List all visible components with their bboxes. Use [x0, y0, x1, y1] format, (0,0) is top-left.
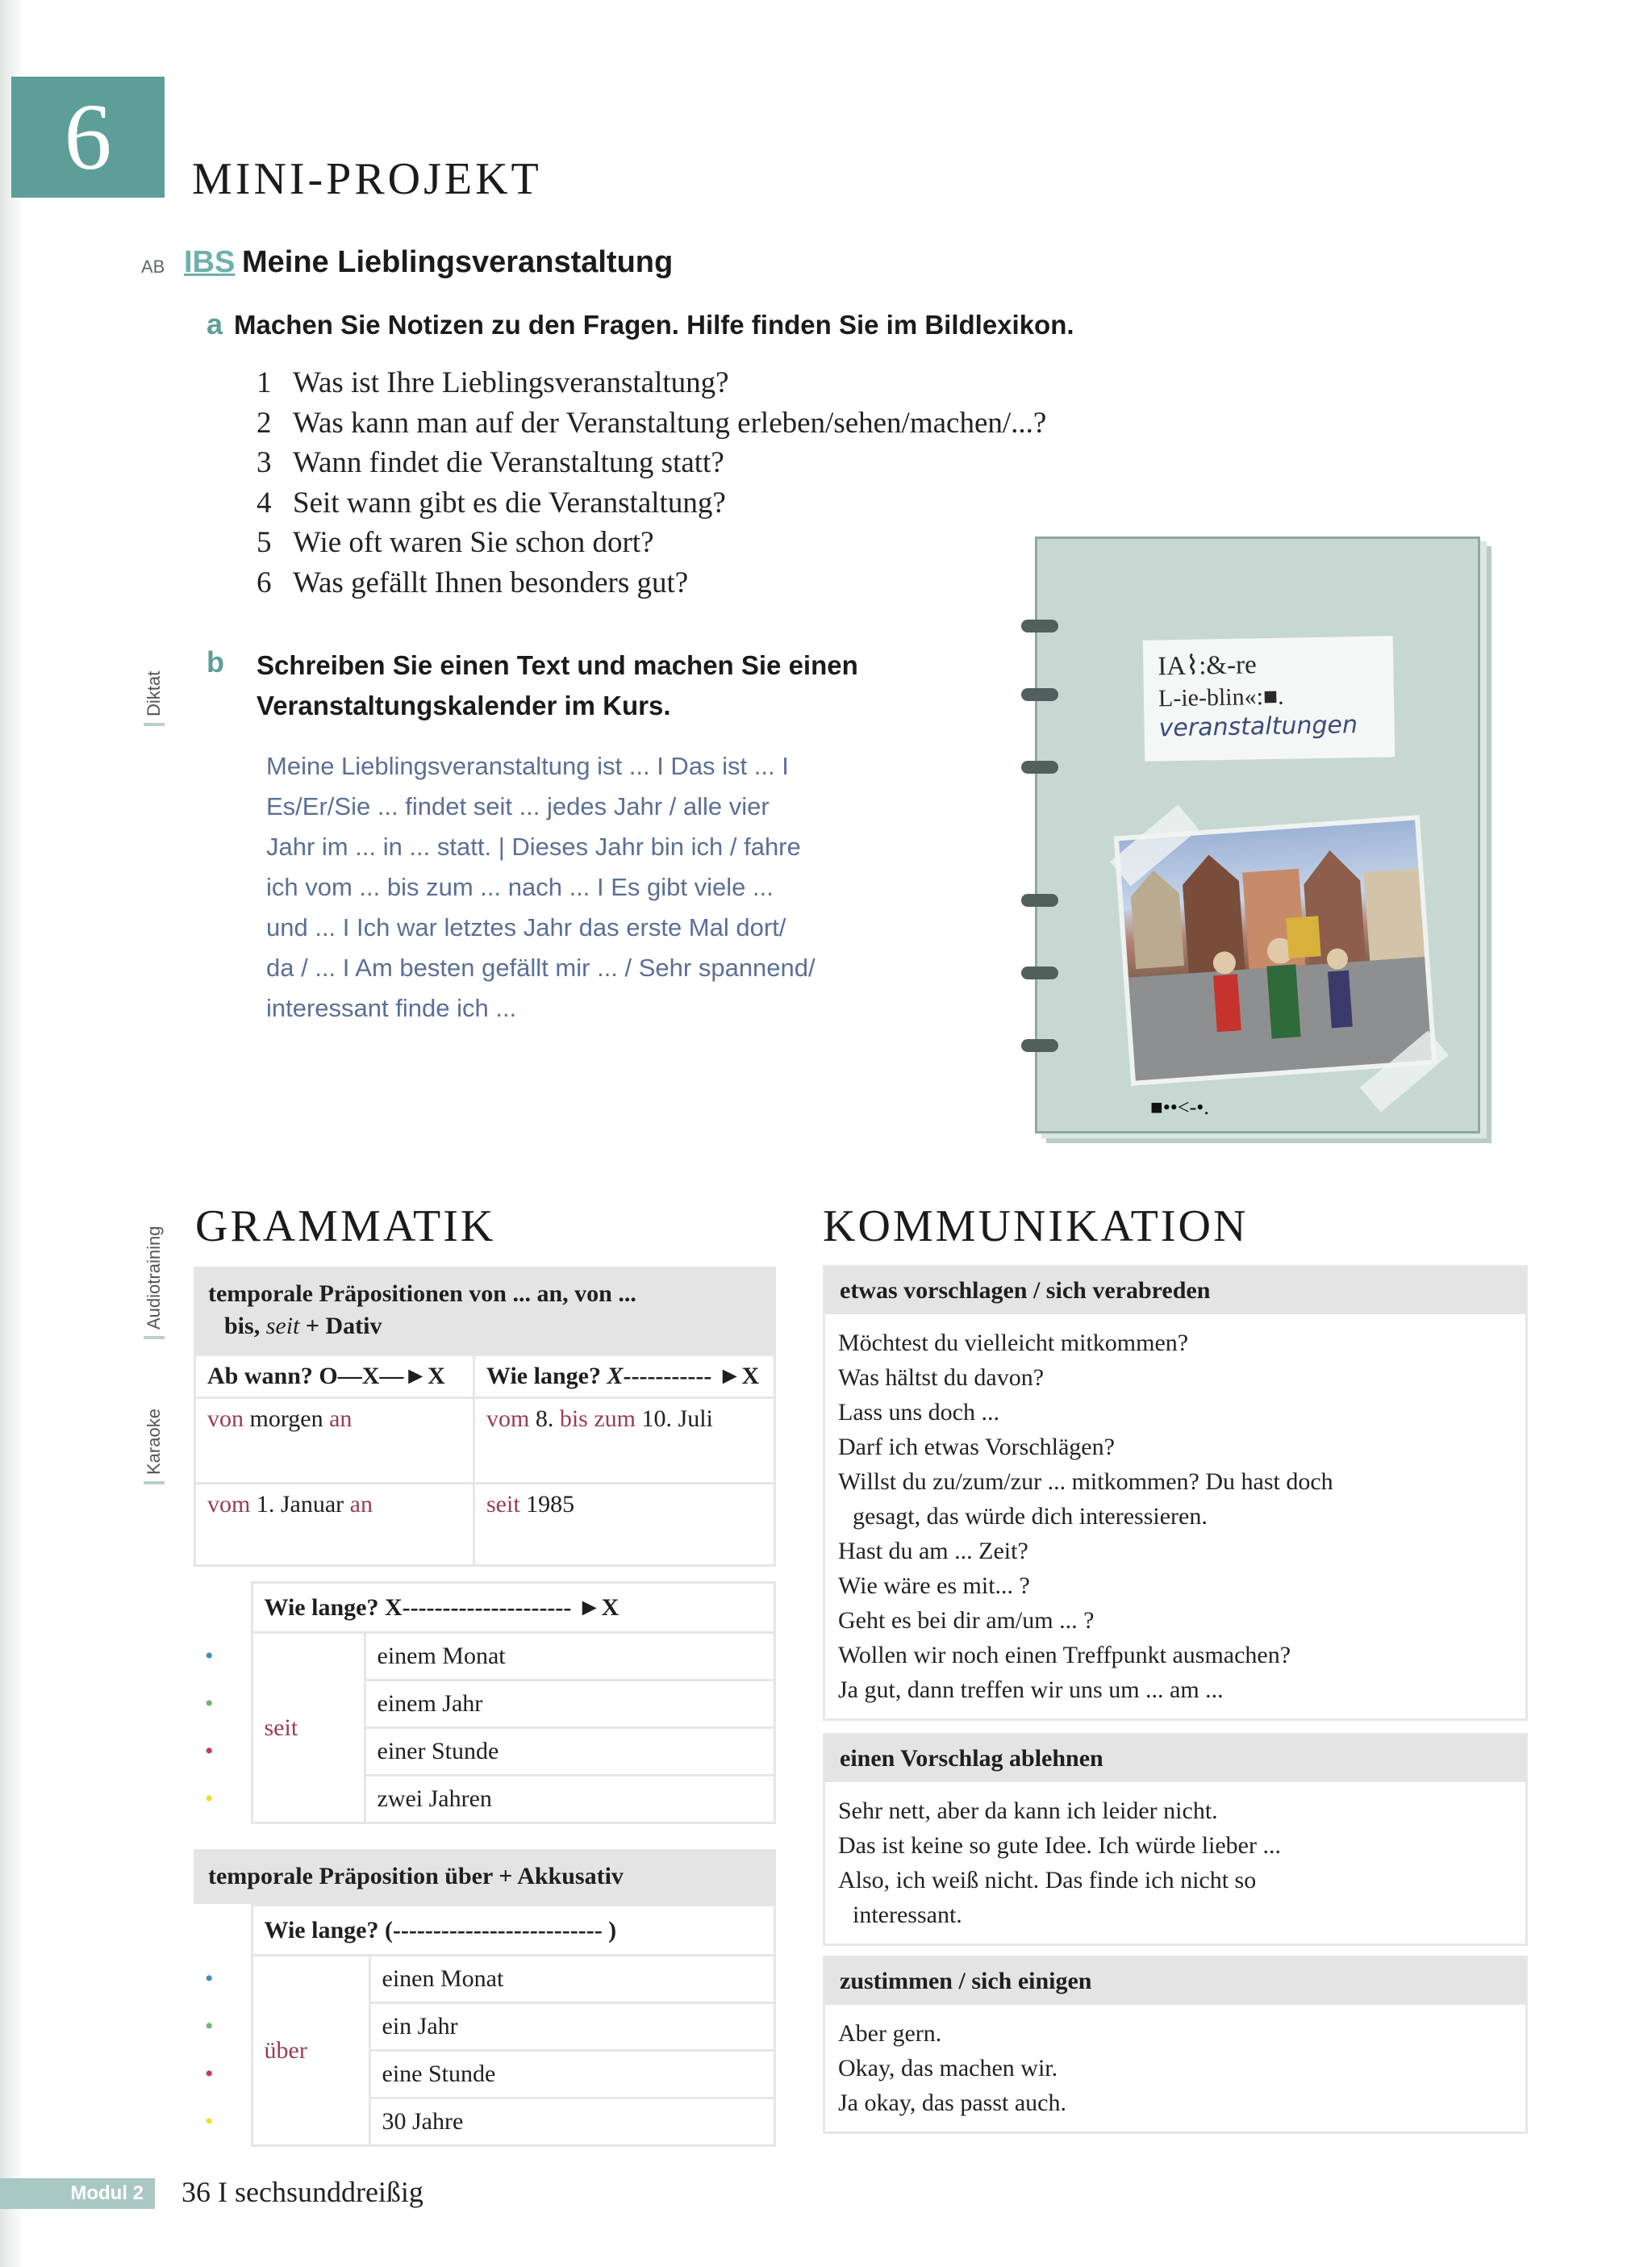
task-title: Meine Lieblingsveranstaltung [242, 245, 674, 279]
communication-box-title: einen Vorschlag ablehnen [825, 1735, 1525, 1782]
notebook-label-line: IA⌇:&-re [1157, 650, 1257, 682]
communication-box-body [825, 2005, 1525, 2131]
question-text: Seit wann gibt es die Veranstaltung? [293, 486, 726, 520]
preposition: bis zum [559, 1405, 636, 1432]
kommunikation-heading: KOMMUNIKATION [823, 1201, 1249, 1251]
notebook-label-handwriting: veranstaltungen [1158, 711, 1358, 743]
phrase-line: Okay, das machen wir. [838, 2055, 1058, 2081]
phrase-line: Ja gut, dann treffen wir uns um ... am ... [838, 1676, 1224, 1703]
phrase-line: da / ... I Am besten gefällt mir ... / Sehr spannend/ [266, 954, 816, 982]
table-cell: ein Jahr [369, 2003, 775, 2051]
phrase-line: Es/Er/Sie ... findet seit ... jedes Jahr / alle vier [266, 792, 770, 820]
ring-binder [1021, 894, 1058, 907]
grammar-box-seit [194, 1581, 776, 1824]
table-cell [194, 2098, 252, 2146]
table-row [195, 1484, 775, 1566]
title-italic: seit [265, 1313, 300, 1339]
table-cell: 30 Jahre [369, 2098, 775, 2146]
title-text: bis, [224, 1313, 266, 1339]
phrase-line: Also, ich weiß nicht. Das finde ich nicht so [838, 1867, 1257, 1893]
bullet-dot: • [205, 1738, 214, 1764]
ring-binder [1021, 761, 1058, 774]
communication-box-title: zustimmen / sich einigen [825, 1958, 1525, 2005]
phrase-line: Das ist keine so gute Idee. Ich würde lieber ... [838, 1832, 1281, 1859]
ab-label: AB [141, 257, 165, 277]
task-b-instruction [257, 645, 858, 726]
cell-text: 10. Juli [636, 1405, 713, 1432]
preposition: an [349, 1491, 373, 1518]
table-row [195, 1355, 775, 1398]
question-number: 6 [257, 566, 272, 599]
communication-box-zustimmen [823, 1956, 1528, 2134]
question-number: 2 [257, 406, 272, 440]
preposition: vom [486, 1405, 530, 1432]
table-cell [474, 1398, 775, 1484]
communication-box-title: etwas vorschlagen / sich verabreden [825, 1267, 1525, 1314]
bullet-dot: • [205, 2060, 214, 2087]
phrase-line: Lass uns doch ... [838, 1399, 999, 1426]
list-item [257, 443, 1046, 483]
list-item [257, 523, 1046, 563]
table-cell [194, 1633, 252, 1680]
task-b-instruction-line: Schreiben Sie einen Text und machen Sie einen [257, 650, 858, 680]
ibs-link[interactable]: IBS [184, 245, 236, 279]
table-cell [195, 1484, 474, 1566]
table-cell [474, 1484, 775, 1566]
list-item [257, 363, 1046, 403]
table-cell: einen Monat [369, 1956, 775, 2003]
table-cell: einer Stunde [365, 1728, 775, 1776]
cell-text: morgen [244, 1405, 330, 1432]
phrase-line: Jahr im ... in ... statt. | Dieses Jahr bin ich / fahre [266, 833, 801, 861]
header-text: Wie lange? [486, 1363, 607, 1389]
phrase-line: Meine Lieblingsveranstaltung ist ... I Das ist ... I [266, 752, 789, 780]
phrase-line: Aber gern. [838, 2020, 942, 2047]
question-number: 3 [257, 446, 272, 479]
notebook-label-card [1143, 636, 1395, 761]
question-list [257, 363, 1046, 603]
grammar-box-title-line: temporale Präpositionen von ... an, von ... [208, 1280, 636, 1307]
question-text: Wie oft waren Sie schon dort? [293, 526, 654, 559]
grammatik-heading: GRAMMATIK [195, 1201, 496, 1251]
table-row [195, 1398, 775, 1484]
question-text: Was gefällt Ihnen besonders gut? [293, 566, 689, 599]
page-edge [0, 0, 24, 2267]
phrase-line: interessant finde ich ... [266, 994, 517, 1022]
grammar-box-title: temporale Präposition über + Akkusativ [194, 1849, 776, 1904]
communication-box-ablehnen [823, 1733, 1528, 1946]
table-cell [194, 1776, 252, 1823]
grammar-box-ueber [194, 1849, 776, 2147]
cell-text: 1985 [519, 1491, 575, 1518]
header-text: ----------- ►X [623, 1363, 760, 1389]
table-row [194, 1633, 775, 1680]
table-cell [194, 1956, 252, 2003]
grammar-table [194, 1354, 776, 1567]
phrase-line: Wie wäre es mit... ? [838, 1572, 1030, 1599]
bullet-dot: • [205, 1643, 214, 1669]
ring-binder [1021, 620, 1058, 633]
task-b-instruction-line: Veranstaltungskalender im Kurs. [257, 691, 671, 720]
table-row [194, 1583, 775, 1633]
table-cell [194, 1906, 252, 1956]
communication-box-body [825, 1782, 1525, 1943]
phrase-line: Ja okay, das passt auch. [838, 2090, 1066, 2116]
table-row [194, 1956, 775, 2003]
phrase-line: interessant. [853, 1902, 962, 1928]
phrase-box [266, 746, 879, 1029]
table-header-cell: Ab wann? O—X—►X [195, 1355, 474, 1398]
question-number: 4 [257, 486, 272, 520]
preposition: vom [207, 1491, 251, 1518]
table-cell: einem Monat [365, 1633, 775, 1680]
header-italic: X [607, 1363, 624, 1389]
phrase-line: Sehr nett, aber da kann ich leider nicht. [838, 1797, 1218, 1824]
side-label-karaoke: Karaoke [144, 1409, 165, 1484]
table-cell [194, 2003, 252, 2051]
phrase-line: und ... I Ich war letztes Jahr das erste Mal dort/ [266, 913, 786, 941]
grammar-table [194, 1581, 776, 1824]
phrase-line: Wollen wir noch einen Treffpunkt ausmachen? [838, 1642, 1291, 1668]
table-header-cell: Wie lange? X--------------------- ►X [252, 1583, 775, 1633]
question-text: Was kann man auf der Veranstaltung erleben/sehen/machen/...? [293, 406, 1047, 440]
preposition: an [329, 1405, 353, 1432]
grammar-box-title [194, 1267, 776, 1354]
modul-tag: Modul 2 [0, 2178, 155, 2209]
phrase-line: Hast du am ... Zeit? [838, 1538, 1028, 1564]
preposition: seit [252, 1633, 365, 1823]
bullet-dot: • [205, 1785, 214, 1812]
bullet-dot: • [205, 1690, 214, 1717]
table-cell [194, 1728, 252, 1776]
communication-box-vorschlagen [823, 1265, 1528, 1721]
table-cell [194, 1680, 252, 1728]
phrase-line: Möchtest du vielleicht mitkommen? [838, 1330, 1189, 1356]
chapter-number-box: 6 [11, 77, 165, 198]
communication-box-body [825, 1314, 1525, 1718]
question-text: Was ist Ihre Lieblingsveranstaltung? [293, 366, 729, 399]
table-cell [195, 1398, 474, 1484]
table-row [194, 1906, 775, 1956]
task-a-letter: a [206, 307, 223, 340]
task-a [206, 305, 1074, 345]
preposition: über [252, 1956, 369, 2146]
table-cell: einem Jahr [365, 1680, 775, 1728]
festival-photo-drawing [1119, 820, 1433, 1082]
phrase-line: Darf ich etwas Vorschlägen? [838, 1434, 1115, 1460]
list-item [257, 403, 1046, 444]
phrase-line: Willst du zu/zum/zur ... mitkommen? Du hast doch [838, 1468, 1333, 1495]
table-cell [194, 1583, 252, 1633]
preposition: von [207, 1405, 244, 1432]
preposition: seit [486, 1491, 520, 1518]
question-text: Wann findet die Veranstaltung statt? [293, 446, 724, 479]
list-item [257, 483, 1046, 524]
question-number: 1 [257, 366, 272, 399]
grammar-box-title-line [208, 1310, 761, 1342]
photo-caption: ■••<-•. [1150, 1096, 1209, 1119]
side-label-diktat: Diktat [144, 671, 165, 726]
bullet-dot: • [205, 2108, 214, 2135]
ring-binder [1021, 688, 1058, 701]
phrase-line: Geht es bei dir am/um ... ? [838, 1607, 1095, 1634]
table-cell: eine Stunde [369, 2051, 775, 2098]
table-header-cell [474, 1355, 775, 1398]
ring-binder [1021, 1039, 1058, 1052]
side-label-audiotraining: Audiotraining [144, 1226, 165, 1339]
table-header-cell: Wie lange? (-------------------------- ) [252, 1906, 775, 1956]
table-cell: zwei Jahren [365, 1776, 775, 1823]
notebook-illustration [1035, 536, 1480, 1134]
grammar-table [194, 1904, 776, 2147]
table-cell [194, 2051, 252, 2098]
bullet-dot: • [205, 2013, 214, 2039]
cell-text: 8. [529, 1405, 560, 1432]
ring-binder [1021, 967, 1058, 979]
section-title: MINI-PROJEKT [192, 154, 542, 204]
cell-text: 1. Januar [250, 1491, 350, 1518]
phrase-line: ich vom ... bis zum ... nach ... I Es gibt viele ... [266, 873, 774, 901]
bullet-dot: • [205, 1965, 214, 1992]
task-b-letter: b [206, 645, 224, 678]
notebook-label-line: L-ie-blin«:■. [1158, 683, 1284, 712]
phrase-line: gesagt, das würde dich interessieren. [853, 1503, 1208, 1530]
task-a-instruction: Machen Sie Notizen zu den Fragen. Hilfe finden Sie im Bildlexikon. [234, 310, 1074, 340]
list-item [257, 563, 1046, 603]
page-number: 36 I sechsunddreißig [181, 2176, 423, 2208]
grammar-box-prepositions-dativ [194, 1267, 776, 1567]
phrase-line: Was hältst du davon? [838, 1364, 1045, 1391]
question-number: 5 [257, 526, 272, 559]
title-text: + Dativ [299, 1313, 382, 1339]
